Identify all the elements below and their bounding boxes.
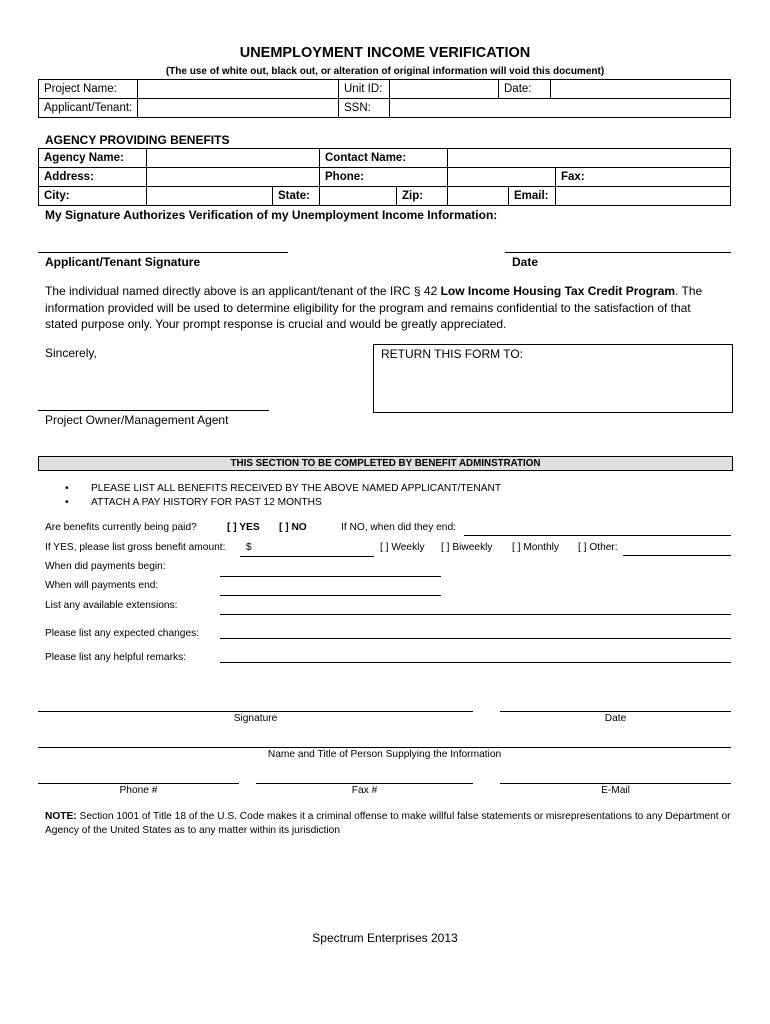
instruction-item: • PLEASE LIST ALL BENEFITS RECEIVED BY THE ABOVE NAMED APPLICANT/TENANT bbox=[65, 482, 501, 496]
project-name-label: Project Name: bbox=[39, 80, 138, 99]
agency-name-label: Agency Name: bbox=[39, 149, 147, 168]
supplier-email-line[interactable] bbox=[500, 783, 731, 784]
applicant-signature-line[interactable] bbox=[38, 252, 288, 253]
phone-field[interactable] bbox=[448, 168, 556, 187]
supplier-date-label: Date bbox=[604, 713, 627, 724]
no-checkbox[interactable]: [ ] NO bbox=[279, 522, 307, 533]
state-field[interactable] bbox=[320, 187, 397, 206]
return-form-label: RETURN THIS FORM TO: bbox=[381, 347, 524, 361]
other-checkbox[interactable]: [ ] Other: bbox=[578, 542, 618, 553]
supplier-date-line[interactable] bbox=[500, 711, 731, 712]
instruction-list bbox=[65, 482, 501, 509]
program-paragraph bbox=[45, 283, 725, 333]
instruction-item: • ATTACH A PAY HISTORY FOR PAST 12 MONTHS bbox=[65, 496, 501, 510]
ssn-label: SSN: bbox=[339, 99, 390, 118]
weekly-checkbox[interactable]: [ ] Weekly bbox=[380, 542, 425, 553]
supplier-fax-line[interactable] bbox=[256, 783, 473, 784]
being-paid-label: Are benefits currently being paid? bbox=[45, 522, 197, 533]
end-date-line[interactable] bbox=[464, 535, 731, 536]
owner-agent-label: Project Owner/Management Agent bbox=[45, 413, 229, 427]
city-label: City: bbox=[39, 187, 147, 206]
paragraph-text-1: The individual named directly above is an applicant/tenant of the IRC § 42 bbox=[45, 284, 441, 298]
agency-name-field[interactable] bbox=[147, 149, 320, 168]
agency-heading: AGENCY PROVIDING BENEFITS bbox=[45, 133, 230, 147]
fax-label: Fax: bbox=[561, 171, 585, 183]
zip-field[interactable] bbox=[448, 187, 509, 206]
sincerely-label: Sincerely, bbox=[45, 346, 97, 360]
supplier-email-label: E-Mail bbox=[601, 785, 630, 796]
unit-id-label: Unit ID: bbox=[339, 80, 390, 99]
changes-line[interactable] bbox=[220, 638, 731, 639]
owner-signature-line[interactable] bbox=[38, 410, 269, 411]
supplier-fax-label: Fax # bbox=[351, 785, 378, 796]
supplier-phone-line[interactable] bbox=[38, 783, 239, 784]
ssn-field[interactable] bbox=[390, 99, 731, 118]
payments-begin-label: When did payments begin: bbox=[45, 561, 166, 572]
applicant-signature-label: Applicant/Tenant Signature bbox=[45, 255, 201, 269]
state-label: State: bbox=[273, 187, 320, 206]
extensions-label: List any available extensions: bbox=[45, 600, 178, 611]
fax-field[interactable] bbox=[556, 168, 731, 187]
payments-begin-line[interactable] bbox=[220, 576, 441, 577]
footer: Spectrum Enterprises 2013 bbox=[312, 931, 458, 945]
monthly-checkbox[interactable]: [ ] Monthly bbox=[512, 542, 559, 553]
agency-table bbox=[38, 148, 731, 206]
extensions-line[interactable] bbox=[220, 614, 731, 615]
note-text: Section 1001 of Title 18 of the U.S. Code makes it a criminal offense to make willful false statements or misrepresentations to any Department or Agency of the United States as to any matter within its jurisdiction bbox=[45, 811, 731, 836]
address-field[interactable] bbox=[147, 168, 320, 187]
authorization-statement: My Signature Authorizes Verification of my Unemployment Income Information: bbox=[45, 208, 498, 222]
page-subtitle: (The use of white out, black out, or alteration of original information will void this document) bbox=[165, 66, 605, 77]
supplier-signature-label: Signature bbox=[233, 713, 278, 724]
biweekly-checkbox[interactable]: [ ] Biweekly bbox=[441, 542, 493, 553]
email-field[interactable] bbox=[556, 187, 731, 206]
yes-checkbox[interactable]: [ ] YES bbox=[227, 522, 260, 533]
date-field[interactable] bbox=[551, 80, 731, 99]
applicant-date-label: Date bbox=[512, 255, 539, 269]
program-name: Low Income Housing Tax Credit Program bbox=[440, 284, 676, 298]
if-no-label: If NO, when did they end: bbox=[341, 522, 456, 533]
note-label: NOTE: bbox=[45, 811, 77, 822]
applicant-date-line[interactable] bbox=[505, 252, 731, 253]
zip-label: Zip: bbox=[397, 187, 448, 206]
paragraph-text-2: . The information provided will be used to determine eligibility for the program and remains confidential to the satisfaction of that stated purpose only. Your prompt response is crucial and would be greatly appreciated. bbox=[45, 284, 703, 331]
phone-label: Phone: bbox=[320, 168, 448, 187]
supplier-phone-label: Phone # bbox=[119, 785, 158, 796]
if-yes-label: If YES, please list gross benefit amount: bbox=[45, 542, 226, 553]
applicant-label: Applicant/Tenant: bbox=[39, 99, 138, 118]
applicant-field[interactable] bbox=[138, 99, 339, 118]
other-frequency-line[interactable] bbox=[623, 555, 731, 556]
legal-note bbox=[45, 810, 735, 838]
city-field[interactable] bbox=[147, 187, 273, 206]
address-label: Address: bbox=[39, 168, 147, 187]
benefit-amount-line[interactable] bbox=[240, 556, 374, 557]
date-label: Date: bbox=[499, 80, 551, 99]
project-name-field[interactable] bbox=[138, 80, 339, 99]
page-title: UNEMPLOYMENT INCOME VERIFICATION bbox=[239, 45, 531, 61]
unit-id-field[interactable] bbox=[390, 80, 499, 99]
email-label: Email: bbox=[509, 187, 556, 206]
return-form-box[interactable] bbox=[373, 344, 733, 413]
remarks-line[interactable] bbox=[220, 662, 731, 663]
contact-name-label: Contact Name: bbox=[320, 149, 448, 168]
contact-name-field[interactable] bbox=[448, 149, 731, 168]
supplier-signature-line[interactable] bbox=[38, 711, 473, 712]
supplier-name-line[interactable] bbox=[38, 747, 731, 748]
changes-label: Please list any expected changes: bbox=[45, 628, 200, 639]
supplier-name-label: Name and Title of Person Supplying the Information bbox=[267, 749, 502, 760]
payments-end-label: When will payments end: bbox=[45, 580, 159, 591]
benefit-section-bar: THIS SECTION TO BE COMPLETED BY BENEFIT ADMINSTRATION bbox=[38, 456, 733, 471]
remarks-label: Please list any helpful remarks: bbox=[45, 652, 186, 663]
project-info-table bbox=[38, 79, 731, 118]
payments-end-line[interactable] bbox=[220, 595, 441, 596]
dollar-sign: $ bbox=[246, 542, 252, 553]
